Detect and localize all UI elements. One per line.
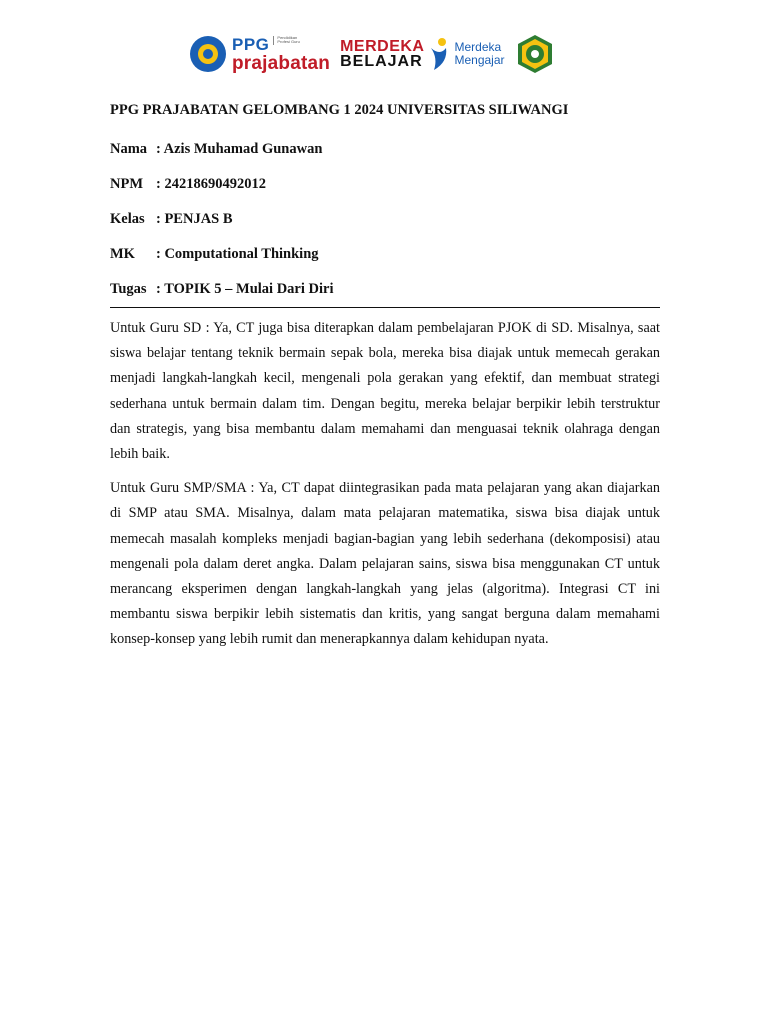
info-value: : TOPIK 5 – Mulai Dari Diri (156, 281, 334, 297)
info-value: : PENJAS B (156, 211, 233, 227)
document-body (110, 98, 660, 653)
ppg-prajabatan-logo (232, 36, 330, 73)
info-label: NPM (110, 176, 144, 192)
info-row-npm (110, 167, 660, 202)
header-divider (110, 307, 660, 308)
info-value: : 24218690492012 (156, 176, 266, 192)
merdeka-belajar-line1: MERDEKA (340, 37, 425, 55)
merdeka-belajar-line2: BELAJAR (340, 53, 423, 70)
ppg-logo-text: PPG (232, 34, 270, 54)
merdeka-mengajar-swoosh-icon (428, 36, 450, 72)
info-value: : Azis Muhamad Gunawan (156, 141, 323, 157)
info-row-nama (110, 132, 660, 167)
ppg-logo-subtext: Pendidikan Profesi Guru (273, 36, 307, 46)
info-label: Tugas (110, 281, 147, 297)
universitas-siliwangi-emblem-icon (515, 34, 555, 74)
paragraph-guru-smp-sma: Untuk Guru SMP/SMA : Ya, CT dapat diintegrasikan pada mata pelajaran yang akan diajarkan di SMP atau SMA. Misalnya, dalam mata pelajaran matematika, siswa bisa diajak untuk memecah masalah kompleks menjadi bagian-bagian yang lebih sederhana (dekomposisi) atau mengenali pola dalam deret angka. Dalam pelajaran sains, siswa bisa menggunakan CT untuk merancang eksperimen dengan langkah-langkah yang jelas (algoritma). Integrasi CT ini membantu siswa berpikir lebih sistematis dan kritis, yang sangat berguna dalam memahami konsep-konsep yang lebih rumit dan menerapkannya dalam kehidupan nyata. (110, 480, 660, 648)
merdeka-mengajar-line1: Merdeka (454, 40, 502, 55)
info-row-mk (110, 237, 660, 272)
info-row-tugas (110, 272, 660, 307)
merdeka-mengajar-logo (454, 41, 504, 66)
merdeka-belajar-logo (340, 39, 424, 69)
document-title: PPG PRAJABATAN GELOMBANG 1 2024 UNIVERSITAS SILIWANGI (110, 102, 569, 118)
header-logos (190, 28, 575, 80)
info-label: Kelas (110, 211, 145, 227)
merdeka-mengajar-line2: Mengajar (454, 53, 505, 67)
prajabatan-logo-text: prajabatan (232, 52, 331, 74)
paragraph-guru-sd: Untuk Guru SD : Ya, CT juga bisa diterapkan dalam pembelajaran PJOK di SD. Misalnya, saat siswa belajar tentang teknik bermain sepak bola, mereka bisa diajak untuk memecah gerakan menjadi langkah-langkah kecil, mengenali pola gerakan yang efektif, dan membuat strategi sederhana untuk bermain dalam tim. Dengan begitu, mereka belajar berpikir lebih terstruktur dan strategis, yang bisa membantu dalam memahami dan menguasai teknik olahraga dengan lebih baik. (110, 320, 660, 463)
kemdikbud-logo-icon (190, 36, 226, 72)
info-row-kelas (110, 202, 660, 237)
info-label: Nama (110, 141, 148, 157)
info-label: MK (110, 246, 135, 262)
info-value: : Computational Thinking (156, 246, 319, 262)
